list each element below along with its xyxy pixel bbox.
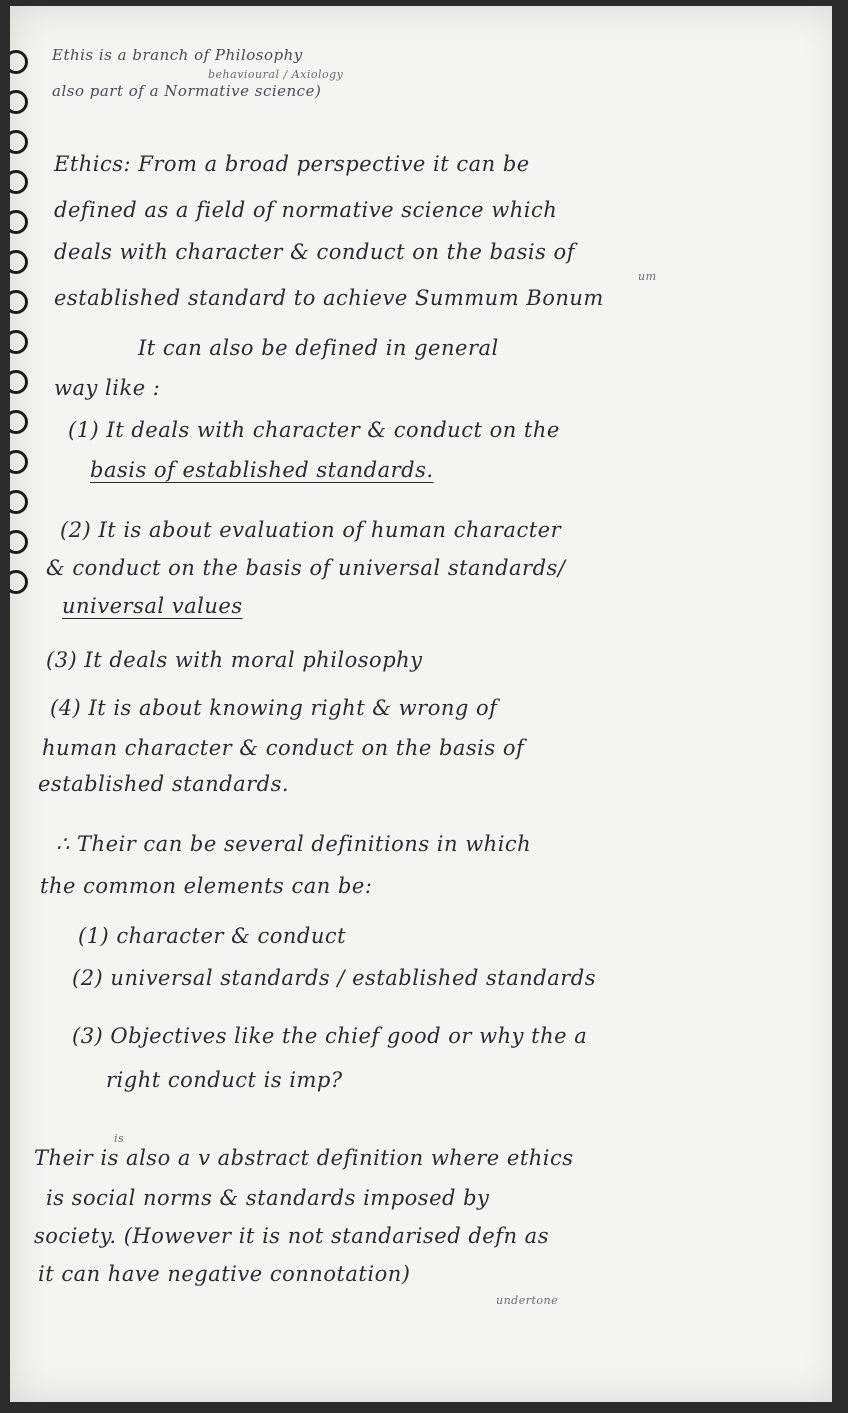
definition-line-2: defined as a field of normative science which bbox=[54, 198, 558, 222]
binder-hole bbox=[10, 410, 28, 434]
point-2-line-1: (2) It is about evaluation of human character bbox=[60, 518, 562, 542]
definition-line-3: deals with character & conduct on the basis of bbox=[54, 240, 575, 264]
definition-line-5: It can also be defined in general bbox=[138, 336, 499, 360]
point-4-line-1: (4) It is about knowing right & wrong of bbox=[50, 696, 498, 720]
point-1-line-1: (1) It deals with character & conduct on the bbox=[68, 418, 560, 442]
point-2-line-3: universal values bbox=[62, 594, 243, 618]
binder-hole bbox=[10, 130, 28, 154]
conclusion-line-1: ∴ Their can be several definitions in which bbox=[56, 832, 532, 856]
final-line-3: society. (However it is not standarised defn as bbox=[34, 1224, 549, 1248]
binder-hole bbox=[10, 330, 28, 354]
binder-hole bbox=[10, 90, 28, 114]
definition-line-1: Ethics: From a broad perspective it can be bbox=[54, 152, 530, 176]
binder-hole bbox=[10, 570, 28, 594]
binder-hole bbox=[10, 170, 28, 194]
binder-holes bbox=[10, 36, 32, 1036]
final-line-2: is social norms & standards imposed by bbox=[46, 1186, 490, 1210]
definition-superscript: um bbox=[638, 270, 657, 283]
element-3-line-1: (3) Objectives like the chief good or why the a bbox=[72, 1024, 588, 1048]
binder-hole bbox=[10, 490, 28, 514]
point-1-line-2: basis of established standards. bbox=[90, 458, 434, 482]
element-2: (2) universal standards / established standards bbox=[72, 966, 596, 990]
final-line-1: Their is also a v abstract definition where ethics bbox=[34, 1146, 574, 1170]
binder-hole bbox=[10, 50, 28, 74]
binder-hole bbox=[10, 450, 28, 474]
binder-hole bbox=[10, 530, 28, 554]
binder-hole bbox=[10, 210, 28, 234]
notebook-page bbox=[10, 6, 842, 1402]
final-line-4: it can have negative connotation) bbox=[38, 1262, 411, 1286]
header-note-line-1: Ethis is a branch of Philosophy bbox=[52, 46, 303, 64]
point-2-line-2: & conduct on the basis of universal standards/ bbox=[46, 556, 566, 580]
point-3: (3) It deals with moral philosophy bbox=[46, 648, 423, 672]
header-note-superscript: behavioural / Axiology bbox=[208, 68, 344, 81]
element-3-line-2: right conduct is imp? bbox=[106, 1068, 343, 1092]
final-caret-insertion: is bbox=[114, 1132, 125, 1145]
binder-hole bbox=[10, 290, 28, 314]
header-note-line-2: also part of a Normative science) bbox=[52, 82, 322, 100]
binder-hole bbox=[10, 250, 28, 274]
binder-hole bbox=[10, 370, 28, 394]
point-4-line-3: established standards. bbox=[38, 772, 290, 796]
definition-line-4: established standard to achieve Summum Bonum bbox=[54, 286, 604, 310]
final-undertone-note: undertone bbox=[496, 1294, 559, 1307]
element-1: (1) character & conduct bbox=[78, 924, 347, 948]
page-edge-shadow bbox=[832, 6, 842, 1402]
definition-line-6: way like : bbox=[54, 376, 161, 400]
conclusion-line-2: the common elements can be: bbox=[40, 874, 373, 898]
point-4-line-2: human character & conduct on the basis of bbox=[42, 736, 525, 760]
